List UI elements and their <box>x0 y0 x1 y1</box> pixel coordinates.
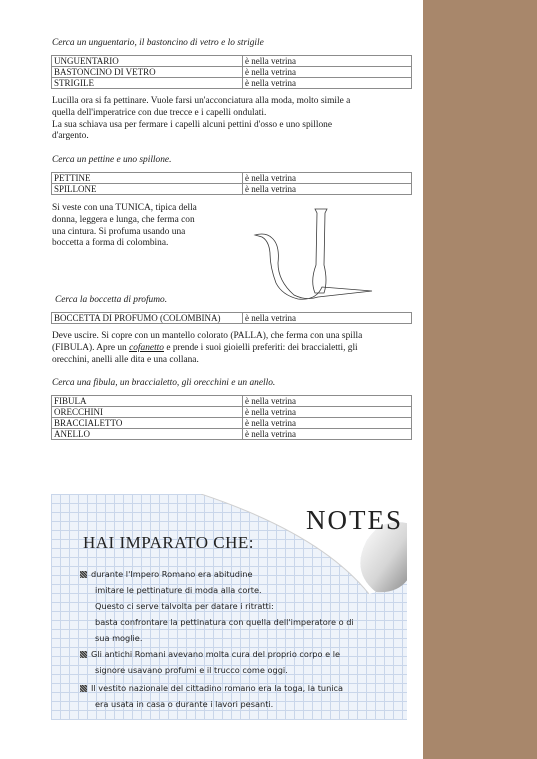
table-row: SPILLONE è nella vetrina <box>52 184 412 195</box>
checklist-table-2 <box>51 172 412 195</box>
paragraph-3: Deve uscire. Si copre con un mantello colorato (PALLA), che ferma con una spilla (FIBULA). Apre un cofanetto e prende i suoi gioielli preferiti: dei braccialetti, gli orecchini, anelli alle dita e una collana. <box>52 331 363 365</box>
note-line: era usata in casa o durante i lavori pesanti. <box>95 699 274 709</box>
bullet-icon <box>80 571 87 578</box>
table-row: ANELLO è nella vetrina <box>52 429 412 440</box>
notes-subtitle: HAI IMPARATO CHE: <box>83 533 254 552</box>
note-line: Gli antichi Romani avevano molta cura del proprio corpo e le <box>80 649 400 659</box>
table-row: FIBULA è nella vetrina <box>52 396 412 407</box>
note-line: Questo ci serve talvolta per datare i ritratti: <box>95 601 274 611</box>
note-line: basta confrontare la pettinatura con quella dell'imperatore o di <box>95 617 354 627</box>
instruction-2: Cerca un pettine e uno spillone. <box>52 155 172 165</box>
table-row: BOCCETTA DI PROFUMO (COLOMBINA) è nella vetrina <box>52 313 412 324</box>
table-row: BRACCIALETTO è nella vetrina <box>52 418 412 429</box>
bullet-icon <box>80 685 87 692</box>
paragraph-2: Si veste con una TUNICA, tipica della donna, leggera e lunga, che ferma con una cintura. Si profuma usando una boccetta a forma di colombina. <box>52 203 197 249</box>
paragraph-1: Lucilla ora si fa pettinare. Vuole farsi un'acconciatura alla moda, molto simile a quella dell'imperatrice con due trecce e i capelli ondulati. La sua schiava usa per fermare i capelli alcuni pettini d'osso e uno spillone d'argento. <box>52 96 351 142</box>
table-row: UNGUENTARIO è nella vetrina <box>52 56 412 67</box>
note-line: imitare le pettinature di moda alla corte. <box>95 585 262 595</box>
instruction-3: Cerca la boccetta di profumo. <box>55 295 168 305</box>
dove-perfume-bottle-illustration <box>252 205 377 305</box>
bullet-icon <box>80 651 87 658</box>
note-line: durante l'Impero Romano era abitudine <box>80 569 400 579</box>
note-line: signore usavano profumi e il trucco come oggi. <box>95 665 288 675</box>
table-row: STRIGILE è nella vetrina <box>52 78 412 89</box>
table-row: BASTONCINO DI VETRO è nella vetrina <box>52 67 412 78</box>
checklist-table-4 <box>51 395 412 440</box>
note-line: sua moglie. <box>95 633 143 643</box>
checklist-table-1 <box>51 55 412 89</box>
instruction-1: Cerca un unguentario, il bastoncino di vetro e lo strigile <box>52 38 264 48</box>
table-row: ORECCHINI è nella vetrina <box>52 407 412 418</box>
table-row: PETTINE è nella vetrina <box>52 173 412 184</box>
right-sidebar-band <box>423 0 537 759</box>
notes-title: NOTES <box>306 505 403 535</box>
instruction-4: Cerca una fibula, un braccialetto, gli orecchini e un anello. <box>52 378 276 388</box>
checklist-table-3 <box>51 312 412 324</box>
underlined-word: cofanetto <box>129 342 164 353</box>
note-line: Il vestito nazionale del cittadino romano era la toga, la tunica <box>80 683 400 693</box>
